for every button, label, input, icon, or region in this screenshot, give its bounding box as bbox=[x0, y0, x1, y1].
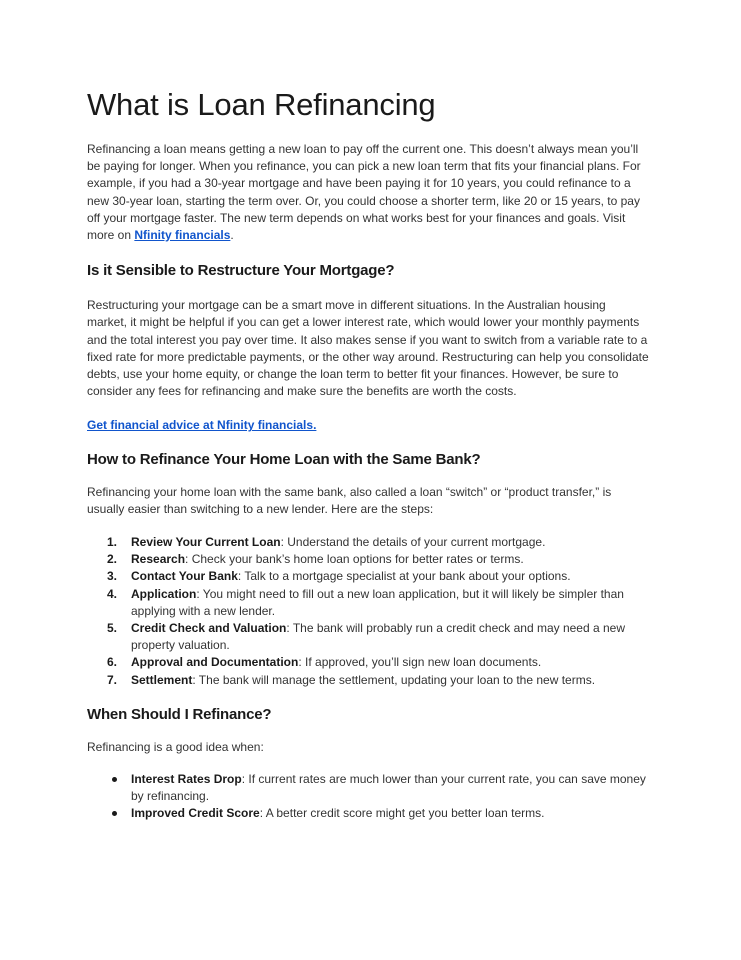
step-description: : The bank will manage the settlement, updating your loan to the new terms. bbox=[192, 672, 596, 687]
page-title: What is Loan Refinancing bbox=[87, 87, 436, 122]
intro-text: Refinancing a loan means getting a new loan to pay off the current one. This doesn’t always mean you’ll be paying for longer. When you refinance, you can pick a new loan term that fits your financial plans. For example, if you had a 30-year mortgage and have been paying it for 10 years, you could refinance to a new 30-year loan, starting the term over. Or, you could choose a shorter term, like 20 or 15 years, to pay off your mortgage faster. The new term depends on what works best for your finances and goals. Visit more on bbox=[87, 142, 641, 243]
step-number: 2. bbox=[107, 552, 118, 567]
reason-term: Interest Rates Drop bbox=[131, 772, 242, 787]
intro-end: . bbox=[230, 228, 234, 243]
step-number: 7. bbox=[107, 672, 118, 687]
step-term: Settlement bbox=[131, 672, 193, 687]
financial-advice-link[interactable]: Get financial advice at Nfinity financials. bbox=[87, 418, 317, 433]
step-description: : You might need to fill out a new loan application, but it will likely be simpler than applying with a new lender. bbox=[131, 586, 624, 618]
step-item bbox=[87, 551, 649, 568]
reason-item bbox=[87, 805, 649, 822]
step-term: Research bbox=[131, 552, 186, 567]
refinance-steps-list bbox=[87, 534, 649, 689]
same-bank-paragraph: Refinancing your home loan with the same bank, also called a loan “switch” or “product transfer,” is usually easier than switching to a new lender. Here are the steps: bbox=[87, 484, 612, 516]
reason-description: : A better credit score might get you better loan terms. bbox=[259, 806, 545, 821]
restructure-paragraph: Restructuring your mortgage can be a smart move in different situations. In the Australian housing market, it might be helpful if you can get a lower interest rate, which would lower your monthly payments and the total interest you pay over time. It also makes sense if you want to switch from a variable rate to a fixed rate for more predictable payments, or the other way around. Restructuring can help you consolidate debts, use your home equity, or change the loan term to better fit your finances. However, be sure to consider any fees for refinancing and make sure the benefits are worth the costs. bbox=[87, 298, 649, 399]
step-number: 5. bbox=[107, 621, 118, 636]
reason-term: Improved Credit Score bbox=[131, 806, 260, 821]
document-body bbox=[87, 84, 649, 823]
reason-description: : If current rates are much lower than your current rate, you can save money by refinancing. bbox=[131, 772, 646, 804]
bullet-dot-icon bbox=[112, 777, 117, 782]
step-item bbox=[87, 620, 649, 654]
restructure-heading: Is it Sensible to Restructure Your Mortgage? bbox=[87, 262, 395, 280]
step-description: : Talk to a mortgage specialist at your bank about your options. bbox=[237, 569, 571, 584]
step-term: Approval and Documentation bbox=[131, 655, 299, 670]
step-number: 1. bbox=[107, 535, 118, 550]
step-term: Contact Your Bank bbox=[131, 569, 238, 584]
step-description: : Understand the details of your current mortgage. bbox=[280, 535, 546, 550]
step-item bbox=[87, 534, 649, 551]
nfinity-financials-link[interactable]: Nfinity financials bbox=[134, 228, 231, 243]
same-bank-heading: How to Refinance Your Home Loan with the Same Bank? bbox=[87, 450, 481, 468]
step-term: Application bbox=[131, 586, 197, 601]
when-refinance-heading: When Should I Refinance? bbox=[87, 705, 272, 723]
step-description: : The bank will probably run a credit check and may need a new property valuation. bbox=[131, 621, 626, 653]
step-description: : Check your bank’s home loan options for better rates or terms. bbox=[185, 552, 524, 567]
step-description: : If approved, you’ll sign new loan documents. bbox=[298, 655, 542, 670]
step-number: 6. bbox=[107, 655, 118, 670]
step-term: Credit Check and Valuation bbox=[131, 621, 287, 636]
step-number: 4. bbox=[107, 586, 118, 601]
step-item bbox=[87, 586, 649, 620]
when-refinance-paragraph: Refinancing is a good idea when: bbox=[87, 739, 264, 754]
refinance-reasons-list bbox=[87, 771, 649, 823]
step-term: Review Your Current Loan bbox=[131, 535, 281, 550]
advice-paragraph bbox=[87, 417, 649, 434]
bullet-dot-icon bbox=[112, 811, 117, 816]
intro-paragraph bbox=[87, 141, 649, 244]
step-item bbox=[87, 672, 649, 689]
step-item bbox=[87, 568, 649, 585]
step-number: 3. bbox=[107, 569, 118, 584]
step-item bbox=[87, 654, 649, 671]
reason-item bbox=[87, 771, 649, 805]
